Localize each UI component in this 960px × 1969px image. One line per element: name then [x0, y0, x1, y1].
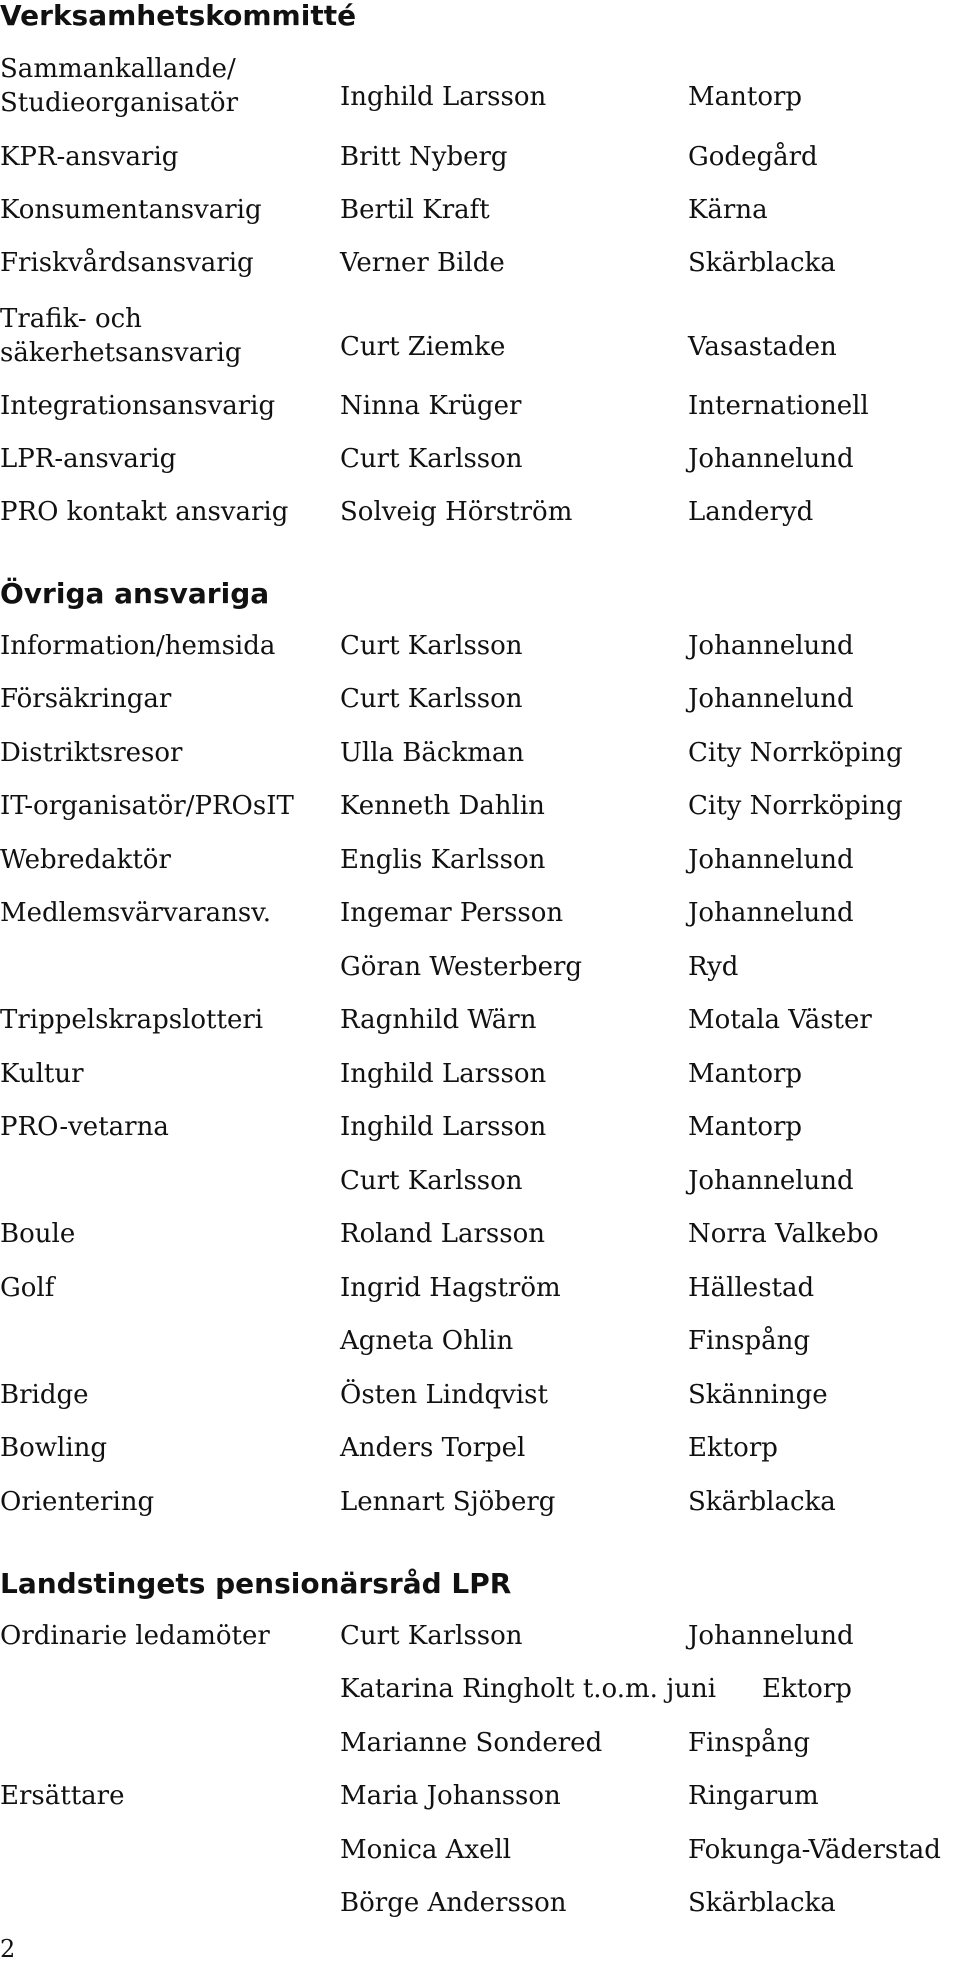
name-cell: Inghild Larsson [340, 1059, 547, 1089]
place-cell: Ektorp [688, 1433, 778, 1463]
name-cell: Maria Johansson [340, 1781, 561, 1811]
table-row [0, 1215, 960, 1253]
name-cell: Ingemar Persson [340, 898, 564, 928]
table-row [0, 1162, 960, 1200]
table-row [0, 841, 960, 879]
role-cell: Försäkringar [0, 684, 172, 714]
role-cell: Orientering [0, 1487, 155, 1517]
place-cell: Norra Valkebo [688, 1219, 879, 1249]
role-cell: Golf [0, 1273, 55, 1303]
name-cell: Curt Karlsson [340, 631, 523, 661]
table-row [0, 1831, 960, 1869]
role-cell: Integrationsansvarig [0, 391, 276, 421]
name-cell: Roland Larsson [340, 1219, 545, 1249]
name-cell: Britt Nyberg [340, 142, 508, 172]
name-cell: Lennart Sjöberg [340, 1487, 556, 1517]
place-cell: Johannelund [688, 1621, 854, 1651]
role-cell: Boule [0, 1219, 76, 1249]
place-cell: Godegård [688, 142, 818, 172]
table-row [0, 1483, 960, 1521]
table-row [0, 1322, 960, 1360]
role-cell: Friskvårdsansvarig [0, 248, 254, 278]
place-cell: City Norrköping [688, 738, 903, 768]
table-row [0, 948, 960, 986]
role-cell: LPR-ansvarig [0, 444, 177, 474]
name-cell: Curt Ziemke [340, 332, 506, 362]
place-cell: Ryd [688, 952, 739, 982]
name-cell: Curt Karlsson [340, 444, 523, 474]
table-row [0, 894, 960, 932]
table-row [0, 52, 960, 118]
name-cell: Englis Karlsson [340, 845, 546, 875]
table-row [0, 1670, 960, 1708]
place-cell: Johannelund [688, 444, 854, 474]
name-cell: Anders Torpel [340, 1433, 526, 1463]
table-row [0, 191, 960, 229]
role-cell: Webredaktör [0, 845, 171, 875]
table-row [0, 302, 960, 368]
name-cell: Börge Andersson [340, 1888, 567, 1918]
place-cell: Mantorp [688, 82, 803, 112]
table-row [0, 1884, 960, 1922]
place-cell: Skärblacka [688, 248, 836, 278]
place-cell: Vasastaden [688, 332, 837, 362]
place-cell: Skänninge [688, 1380, 828, 1410]
place-cell: Ringarum [688, 1781, 819, 1811]
place-cell: Internationell [688, 391, 869, 421]
role-cell: Kultur [0, 1059, 84, 1089]
name-cell: Ninna Krüger [340, 391, 522, 421]
table-row [0, 1055, 960, 1093]
place-cell: Johannelund [688, 631, 854, 661]
name-cell: Curt Karlsson [340, 684, 523, 714]
place-cell: Landeryd [688, 497, 814, 527]
table-row [0, 787, 960, 825]
role-cell: Medlemsvärvaransv. [0, 898, 272, 928]
place-cell: Johannelund [688, 845, 854, 875]
name-cell: Marianne Sondered [340, 1728, 603, 1758]
role-cell: Konsumentansvarig [0, 195, 262, 225]
role-cell: Trafik- och säkerhetsansvarig [0, 304, 242, 368]
role-cell: Ersättare [0, 1781, 125, 1811]
place-cell: Mantorp [688, 1112, 803, 1142]
role-cell: Distriktsresor [0, 738, 183, 768]
name-cell: Kenneth Dahlin [340, 791, 545, 821]
place-cell: Kärna [688, 195, 768, 225]
role-cell: Trippelskrapslotteri [0, 1005, 264, 1035]
name-cell: Inghild Larsson [340, 82, 547, 112]
table-row [0, 1269, 960, 1307]
name-cell: Inghild Larsson [340, 1112, 547, 1142]
table-row [0, 1376, 960, 1414]
name-cell: Bertil Kraft [340, 195, 490, 225]
place-cell: Hällestad [688, 1273, 815, 1303]
name-cell: Verner Bilde [340, 248, 505, 278]
place-cell: Skärblacka [688, 1888, 836, 1918]
table-row [0, 627, 960, 665]
name-cell: Katarina Ringholt t.o.m. juni [340, 1674, 717, 1704]
table-row [0, 734, 960, 772]
name-cell: Göran Westerberg [340, 952, 583, 982]
table-row [0, 1724, 960, 1762]
place-cell: Motala Väster [688, 1005, 872, 1035]
name-cell: Ragnhild Wärn [340, 1005, 537, 1035]
table-row [0, 1108, 960, 1146]
role-cell: Bridge [0, 1380, 89, 1410]
name-cell: Agneta Ohlin [340, 1326, 514, 1356]
name-cell: Solveig Hörström [340, 497, 573, 527]
place-cell: Ektorp [762, 1674, 852, 1704]
name-cell: Curt Karlsson [340, 1621, 523, 1651]
role-cell: KPR-ansvarig [0, 142, 179, 172]
name-cell: Monica Axell [340, 1835, 512, 1865]
place-cell: Johannelund [688, 1166, 854, 1196]
name-cell: Ingrid Hagström [340, 1273, 561, 1303]
name-cell: Ulla Bäckman [340, 738, 525, 768]
role-cell: Bowling [0, 1433, 108, 1463]
place-cell: City Norrköping [688, 791, 903, 821]
table-row [0, 244, 960, 282]
place-cell: Finspång [688, 1326, 810, 1356]
table-row [0, 493, 960, 531]
role-cell: PRO kontakt ansvarig [0, 497, 289, 527]
table-row [0, 1001, 960, 1039]
name-cell: Curt Karlsson [340, 1166, 523, 1196]
role-cell: Information/hemsida [0, 631, 276, 661]
table-row [0, 1429, 960, 1467]
table-row [0, 138, 960, 176]
section-title-ovriga-ansvariga: Övriga ansvariga [0, 577, 270, 610]
table-row [0, 1777, 960, 1815]
place-cell: Mantorp [688, 1059, 803, 1089]
section-title-lpr: Landstingets pensionärsråd LPR [0, 1567, 512, 1600]
table-row [0, 680, 960, 718]
page-number: 2 [0, 1935, 16, 1963]
place-cell: Fokunga-Väderstad [688, 1835, 941, 1865]
role-cell: IT-organisatör/PROsIT [0, 791, 294, 821]
place-cell: Finspång [688, 1728, 810, 1758]
section-title-verksamhetskommitte: Verksamhetskommitté [0, 0, 357, 32]
role-cell: Sammankallande/ Studieorganisatör [0, 54, 239, 118]
name-cell: Östen Lindqvist [340, 1380, 548, 1410]
place-cell: Johannelund [688, 898, 854, 928]
table-row [0, 1617, 960, 1655]
place-cell: Johannelund [688, 684, 854, 714]
place-cell: Skärblacka [688, 1487, 836, 1517]
role-cell: Ordinarie ledamöter [0, 1621, 270, 1651]
table-row [0, 440, 960, 478]
role-cell: PRO-vetarna [0, 1112, 169, 1142]
table-row [0, 387, 960, 425]
